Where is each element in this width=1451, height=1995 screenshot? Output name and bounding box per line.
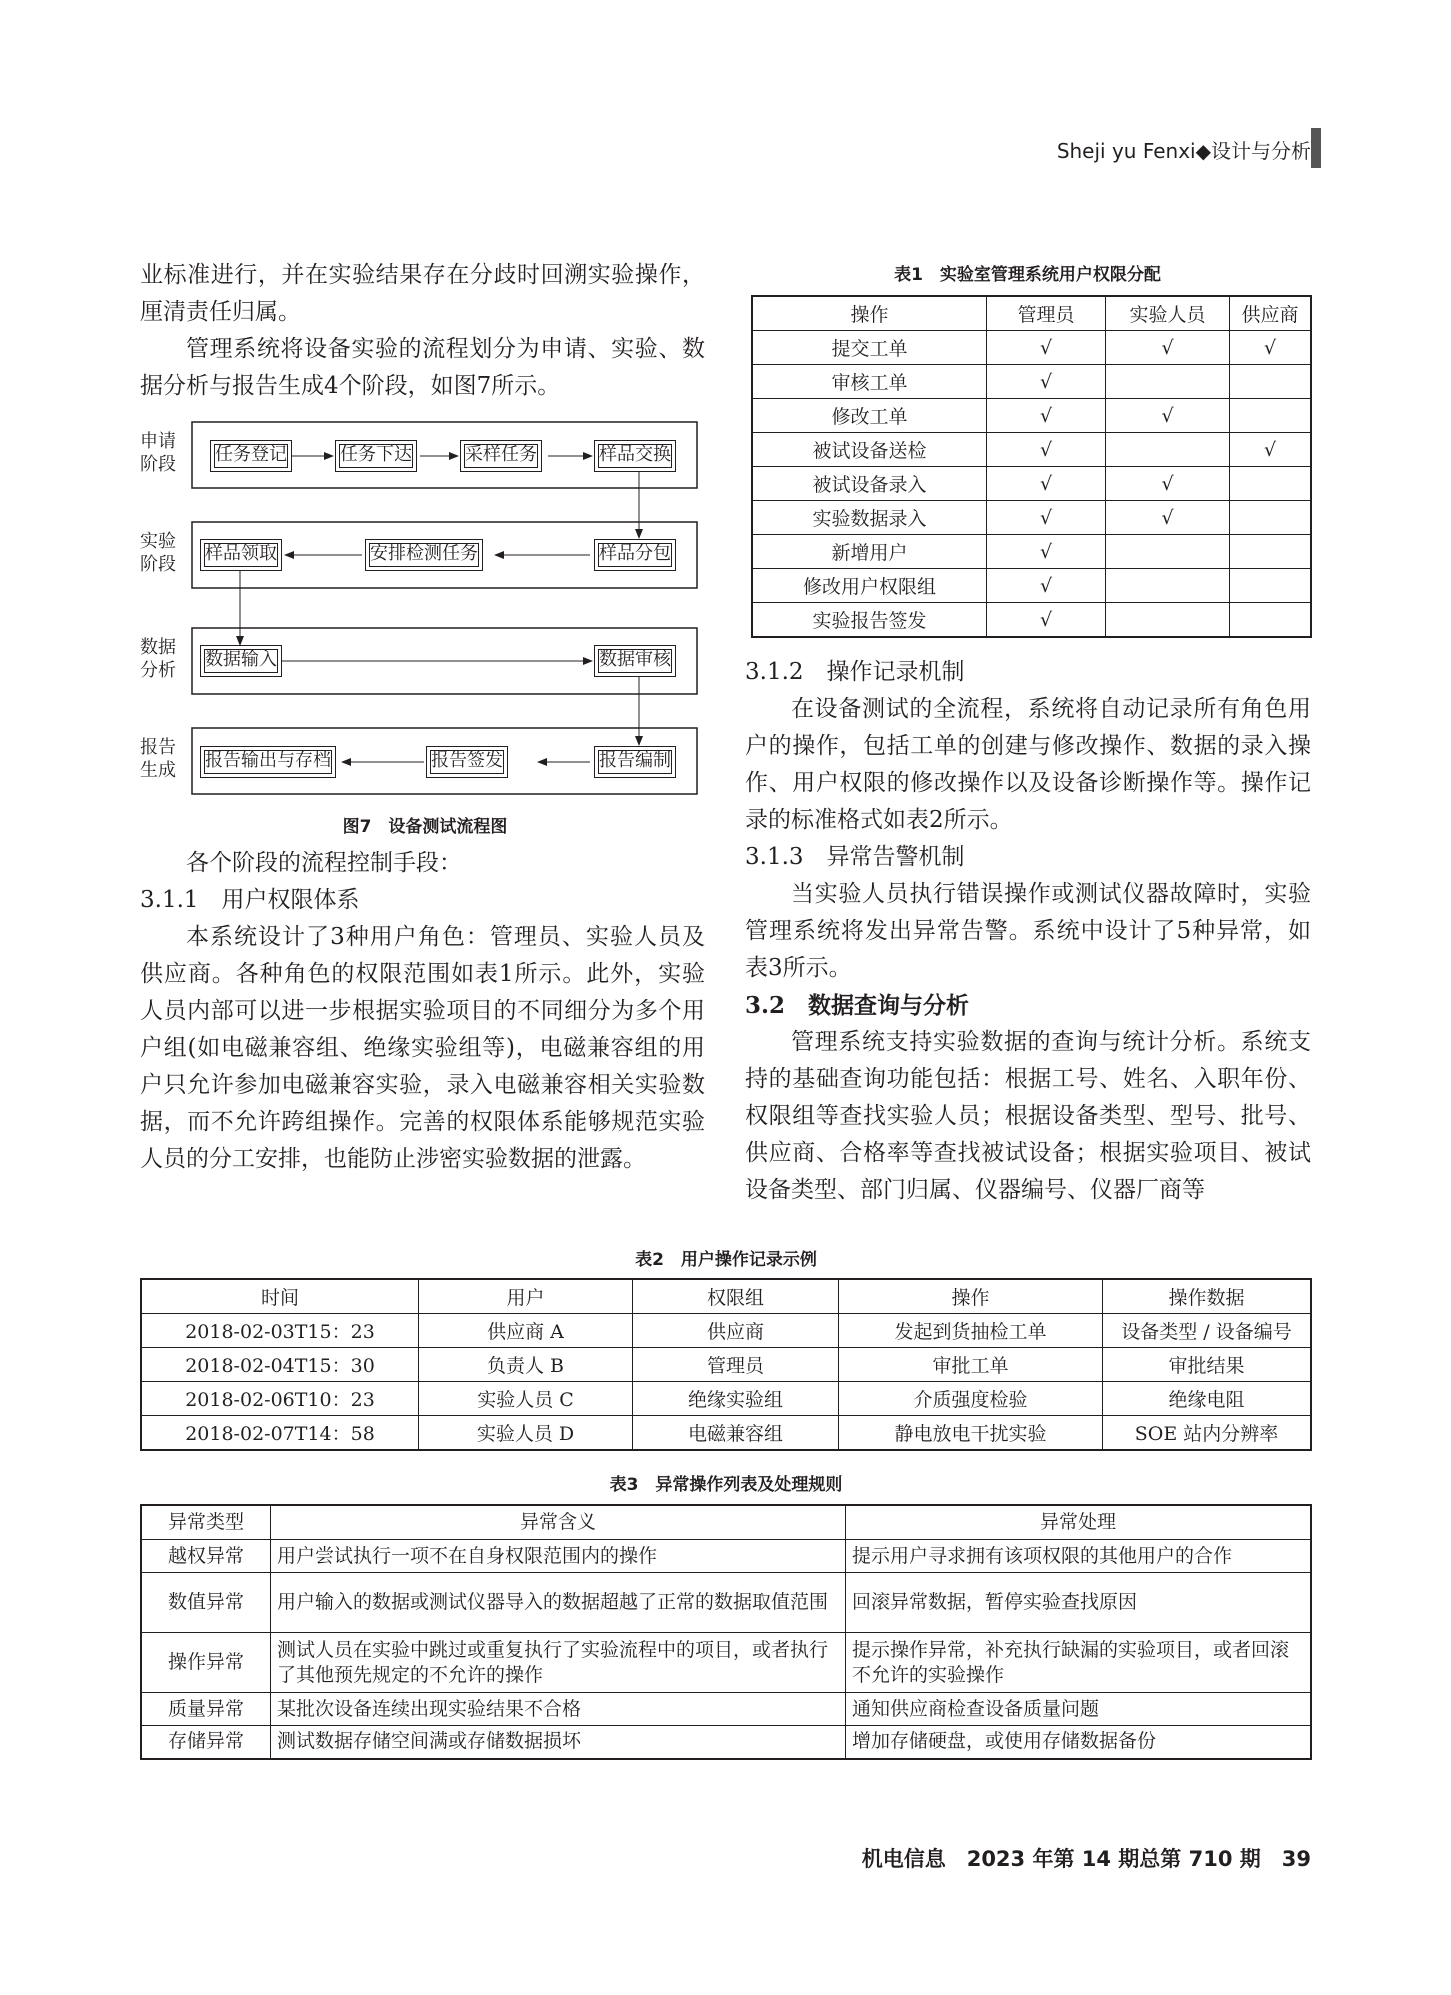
paragraph: 在设备测试的全流程，系统将自动记录所有角色用户的操作，包括工单的创建与修改操作、数据的录入操作、用户权限的修改操作以及设备诊断操作等。操作记录的标准格式如表2所示。 <box>745 696 1311 833</box>
table2-caption: 表2 用户操作记录示例 <box>635 1250 817 1270</box>
flow-node: 任务下达 <box>335 440 417 472</box>
table-cell: √ <box>1106 331 1230 365</box>
paragraph: 各个阶段的流程控制手段： <box>186 850 462 876</box>
table-row <box>141 1348 1311 1382</box>
column-header: 时间 <box>141 1279 419 1314</box>
section-heading: 3.2 数据查询与分析 <box>745 992 970 1019</box>
table-cell: √ <box>987 535 1106 569</box>
page-footer: 机电信息 2023 年第 14 期总第 710 期 39 <box>861 1847 1311 1871</box>
table-cell: √ <box>987 331 1106 365</box>
table-row <box>752 365 1311 399</box>
header-bar <box>1311 128 1321 168</box>
table-cell: 存储异常 <box>141 1726 271 1759</box>
right-column-text <box>745 654 1311 1209</box>
paragraph: 本系统设计了3种用户角色：管理员、实验人员及供应商。各种角色的权限范围如表1所示。此外，实验人员内部可以进一步根据实验项目的不同细分为多个用户组(如电磁兼容组、绝缘实验组等)，电磁兼容组的用户只允许参加电磁兼容实验，录入电磁兼容相关实验数据，而不允许跨组操作。完善的权限体系能够规范实验人员的分工安排，也能防止涉密实验数据的泄露。 <box>140 924 705 1172</box>
table-cell <box>1106 535 1230 569</box>
flow-node: 数据审核 <box>594 645 676 677</box>
flow-node: 报告输出与存档 <box>200 746 336 778</box>
table-cell: √ <box>1106 399 1230 433</box>
table-row <box>752 331 1311 365</box>
table-cell: 2018-02-06T10：23 <box>141 1382 419 1416</box>
section-heading: 3.1.2 操作记录机制 <box>745 659 965 685</box>
table-row <box>141 1693 1311 1726</box>
table-cell: 2018-02-04T15：30 <box>141 1348 419 1382</box>
flow-node: 报告签发 <box>426 746 508 778</box>
table-cell: 发起到货抽检工单 <box>839 1314 1103 1348</box>
table3-caption: 表3 异常操作列表及处理规则 <box>609 1475 843 1495</box>
table-cell: 被试设备录入 <box>752 467 987 501</box>
stage-label: 实验 阶段 <box>140 531 176 575</box>
table-cell: √ <box>987 365 1106 399</box>
section-heading: 3.1.1 用户权限体系 <box>140 887 360 913</box>
table-cell: 2018-02-03T15：23 <box>141 1314 419 1348</box>
table-cell: √ <box>1230 433 1312 467</box>
table-cell: √ <box>987 433 1106 467</box>
table-cell <box>1230 365 1312 399</box>
paragraph: 当实验人员执行错误操作或测试仪器故障时，实验管理系统将发出异常告警。系统中设计了5种异常，如表3所示。 <box>745 881 1311 981</box>
table-row <box>752 535 1311 569</box>
paragraph: 业标准进行，并在实验结果存在分歧时回溯实验操作，厘清责任归属。 <box>140 262 705 325</box>
table-cell: 2018-02-07T14：58 <box>141 1416 419 1451</box>
table-cell <box>1230 501 1312 535</box>
table-cell: 负责人 B <box>419 1348 633 1382</box>
table-row <box>141 1540 1311 1573</box>
table-cell: 供应商 A <box>419 1314 633 1348</box>
table-cell: √ <box>1106 467 1230 501</box>
table-row <box>141 1314 1311 1348</box>
flow-node: 样品分包 <box>594 539 676 571</box>
table-cell: 修改用户权限组 <box>752 569 987 603</box>
table-cell: 审核工单 <box>752 365 987 399</box>
stage-label: 申请 阶段 <box>140 431 176 475</box>
table-row <box>752 569 1311 603</box>
table-cell: 测试数据存储空间满或存储数据损坏 <box>271 1726 846 1759</box>
table-cell: √ <box>987 467 1106 501</box>
flow-node: 数据输入 <box>200 645 282 677</box>
table-header-row <box>141 1505 1311 1540</box>
table-row <box>752 501 1311 535</box>
table-cell: √ <box>987 603 1106 638</box>
table-cell <box>1230 569 1312 603</box>
stage-label: 数据 分析 <box>140 637 176 681</box>
table-cell: 实验人员 C <box>419 1382 633 1416</box>
table-cell: 提示用户寻求拥有该项权限的其他用户的合作 <box>846 1540 1312 1573</box>
table-cell: 审批结果 <box>1103 1348 1312 1382</box>
paragraph: 管理系统支持实验数据的查询与统计分析。系统支持的基础查询功能包括：根据工号、姓名、入职年份、权限组等查找实验人员；根据设备类型、型号、批号、供应商、合格率等查找被试设备；根据实验项目、被试设备类型、部门归属、仪器编号、仪器厂商等 <box>745 1029 1311 1203</box>
operation-log-table <box>140 1278 1312 1451</box>
table-cell: 操作异常 <box>141 1633 271 1693</box>
table-cell: 实验数据录入 <box>752 501 987 535</box>
table-cell <box>1230 603 1312 638</box>
section-heading: 3.1.3 异常告警机制 <box>745 844 965 870</box>
table-cell: 回滚异常数据，暂停实验查找原因 <box>846 1573 1312 1633</box>
column-header: 操作数据 <box>1103 1279 1312 1314</box>
table-cell: 绝缘电阻 <box>1103 1382 1312 1416</box>
paragraph: 管理系统将设备实验的流程划分为申请、实验、数据分析与报告生成4个阶段，如图7所示。 <box>140 336 705 399</box>
table-cell: √ <box>1230 331 1312 365</box>
table-row <box>752 399 1311 433</box>
flow-node: 任务登记 <box>210 440 292 472</box>
table-row <box>752 603 1311 638</box>
table-row <box>752 433 1311 467</box>
running-header: Sheji yu Fenxi◆设计与分析 <box>1056 139 1311 163</box>
table-cell <box>1106 603 1230 638</box>
table-cell: 测试人员在实验中跳过或重复执行了实验流程中的项目，或者执行了其他预先规定的不允许的操作 <box>271 1633 846 1693</box>
column-header: 供应商 <box>1230 296 1312 331</box>
table-cell: 电磁兼容组 <box>633 1416 839 1451</box>
flow-node: 采样任务 <box>460 440 542 472</box>
table-cell <box>1106 365 1230 399</box>
table-row <box>141 1416 1311 1451</box>
table-row <box>141 1573 1311 1633</box>
table-row <box>141 1726 1311 1759</box>
column-header: 实验人员 <box>1106 296 1230 331</box>
table-cell: 绝缘实验组 <box>633 1382 839 1416</box>
column-header: 管理员 <box>987 296 1106 331</box>
table-cell: 越权异常 <box>141 1540 271 1573</box>
flow-node: 样品领取 <box>200 539 282 571</box>
table-cell <box>1230 399 1312 433</box>
table-cell: 设备类型 / 设备编号 <box>1103 1314 1312 1348</box>
table-cell: √ <box>987 399 1106 433</box>
table-cell: 质量异常 <box>141 1693 271 1726</box>
figure-caption: 图7 设备测试流程图 <box>342 817 508 837</box>
table-row <box>141 1633 1311 1693</box>
table-cell: 用户尝试执行一项不在自身权限范围内的操作 <box>271 1540 846 1573</box>
table-cell: 数值异常 <box>141 1573 271 1633</box>
table-cell: √ <box>1106 501 1230 535</box>
table-cell: 修改工单 <box>752 399 987 433</box>
table-cell: 审批工单 <box>839 1348 1103 1382</box>
permissions-table <box>751 295 1312 638</box>
table-cell: 提示操作异常，补充执行缺漏的实验项目，或者回滚不允许的实验操作 <box>846 1633 1312 1693</box>
flowchart-arrows <box>140 420 710 800</box>
table-cell: 供应商 <box>633 1314 839 1348</box>
table-cell: √ <box>987 501 1106 535</box>
table-cell: 介质强度检验 <box>839 1382 1103 1416</box>
table-cell <box>1106 433 1230 467</box>
table-cell: 某批次设备连续出现实验结果不合格 <box>271 1693 846 1726</box>
table-cell: 通知供应商检查设备质量问题 <box>846 1693 1312 1726</box>
column-header: 操作 <box>839 1279 1103 1314</box>
stage-label: 报告 生成 <box>140 737 176 781</box>
table-cell: 增加存储硬盘，或使用存储数据备份 <box>846 1726 1312 1759</box>
table-header-row <box>141 1279 1311 1314</box>
table-row <box>752 467 1311 501</box>
column-header: 权限组 <box>633 1279 839 1314</box>
column-header: 操作 <box>752 296 987 331</box>
left-column-top <box>140 257 705 405</box>
column-header: 异常处理 <box>846 1505 1312 1540</box>
table-header-row <box>752 296 1311 331</box>
flow-node: 报告编制 <box>594 746 676 778</box>
table-cell: 被试设备送检 <box>752 433 987 467</box>
table-cell: 管理员 <box>633 1348 839 1382</box>
table-cell: 实验报告签发 <box>752 603 987 638</box>
table-cell: 用户输入的数据或测试仪器导入的数据超越了正常的数据取值范围 <box>271 1573 846 1633</box>
table-cell <box>1106 569 1230 603</box>
table-cell: SOE 站内分辨率 <box>1103 1416 1312 1451</box>
table-cell <box>1230 467 1312 501</box>
table-cell: 实验人员 D <box>419 1416 633 1451</box>
column-header: 异常含义 <box>271 1505 846 1540</box>
flow-node: 安排检测任务 <box>365 539 483 571</box>
table-cell: 静电放电干扰实验 <box>839 1416 1103 1451</box>
flowchart-figure <box>140 420 710 800</box>
table-row <box>141 1382 1311 1416</box>
column-header: 用户 <box>419 1279 633 1314</box>
column-header: 异常类型 <box>141 1505 271 1540</box>
left-column-bottom <box>140 845 705 1178</box>
table-cell: √ <box>987 569 1106 603</box>
table-cell: 新增用户 <box>752 535 987 569</box>
exception-table <box>140 1504 1312 1760</box>
table-cell: 提交工单 <box>752 331 987 365</box>
table-cell <box>1230 535 1312 569</box>
table1-caption: 表1 实验室管理系统用户权限分配 <box>894 265 1161 285</box>
flow-node: 样品交换 <box>594 440 676 472</box>
